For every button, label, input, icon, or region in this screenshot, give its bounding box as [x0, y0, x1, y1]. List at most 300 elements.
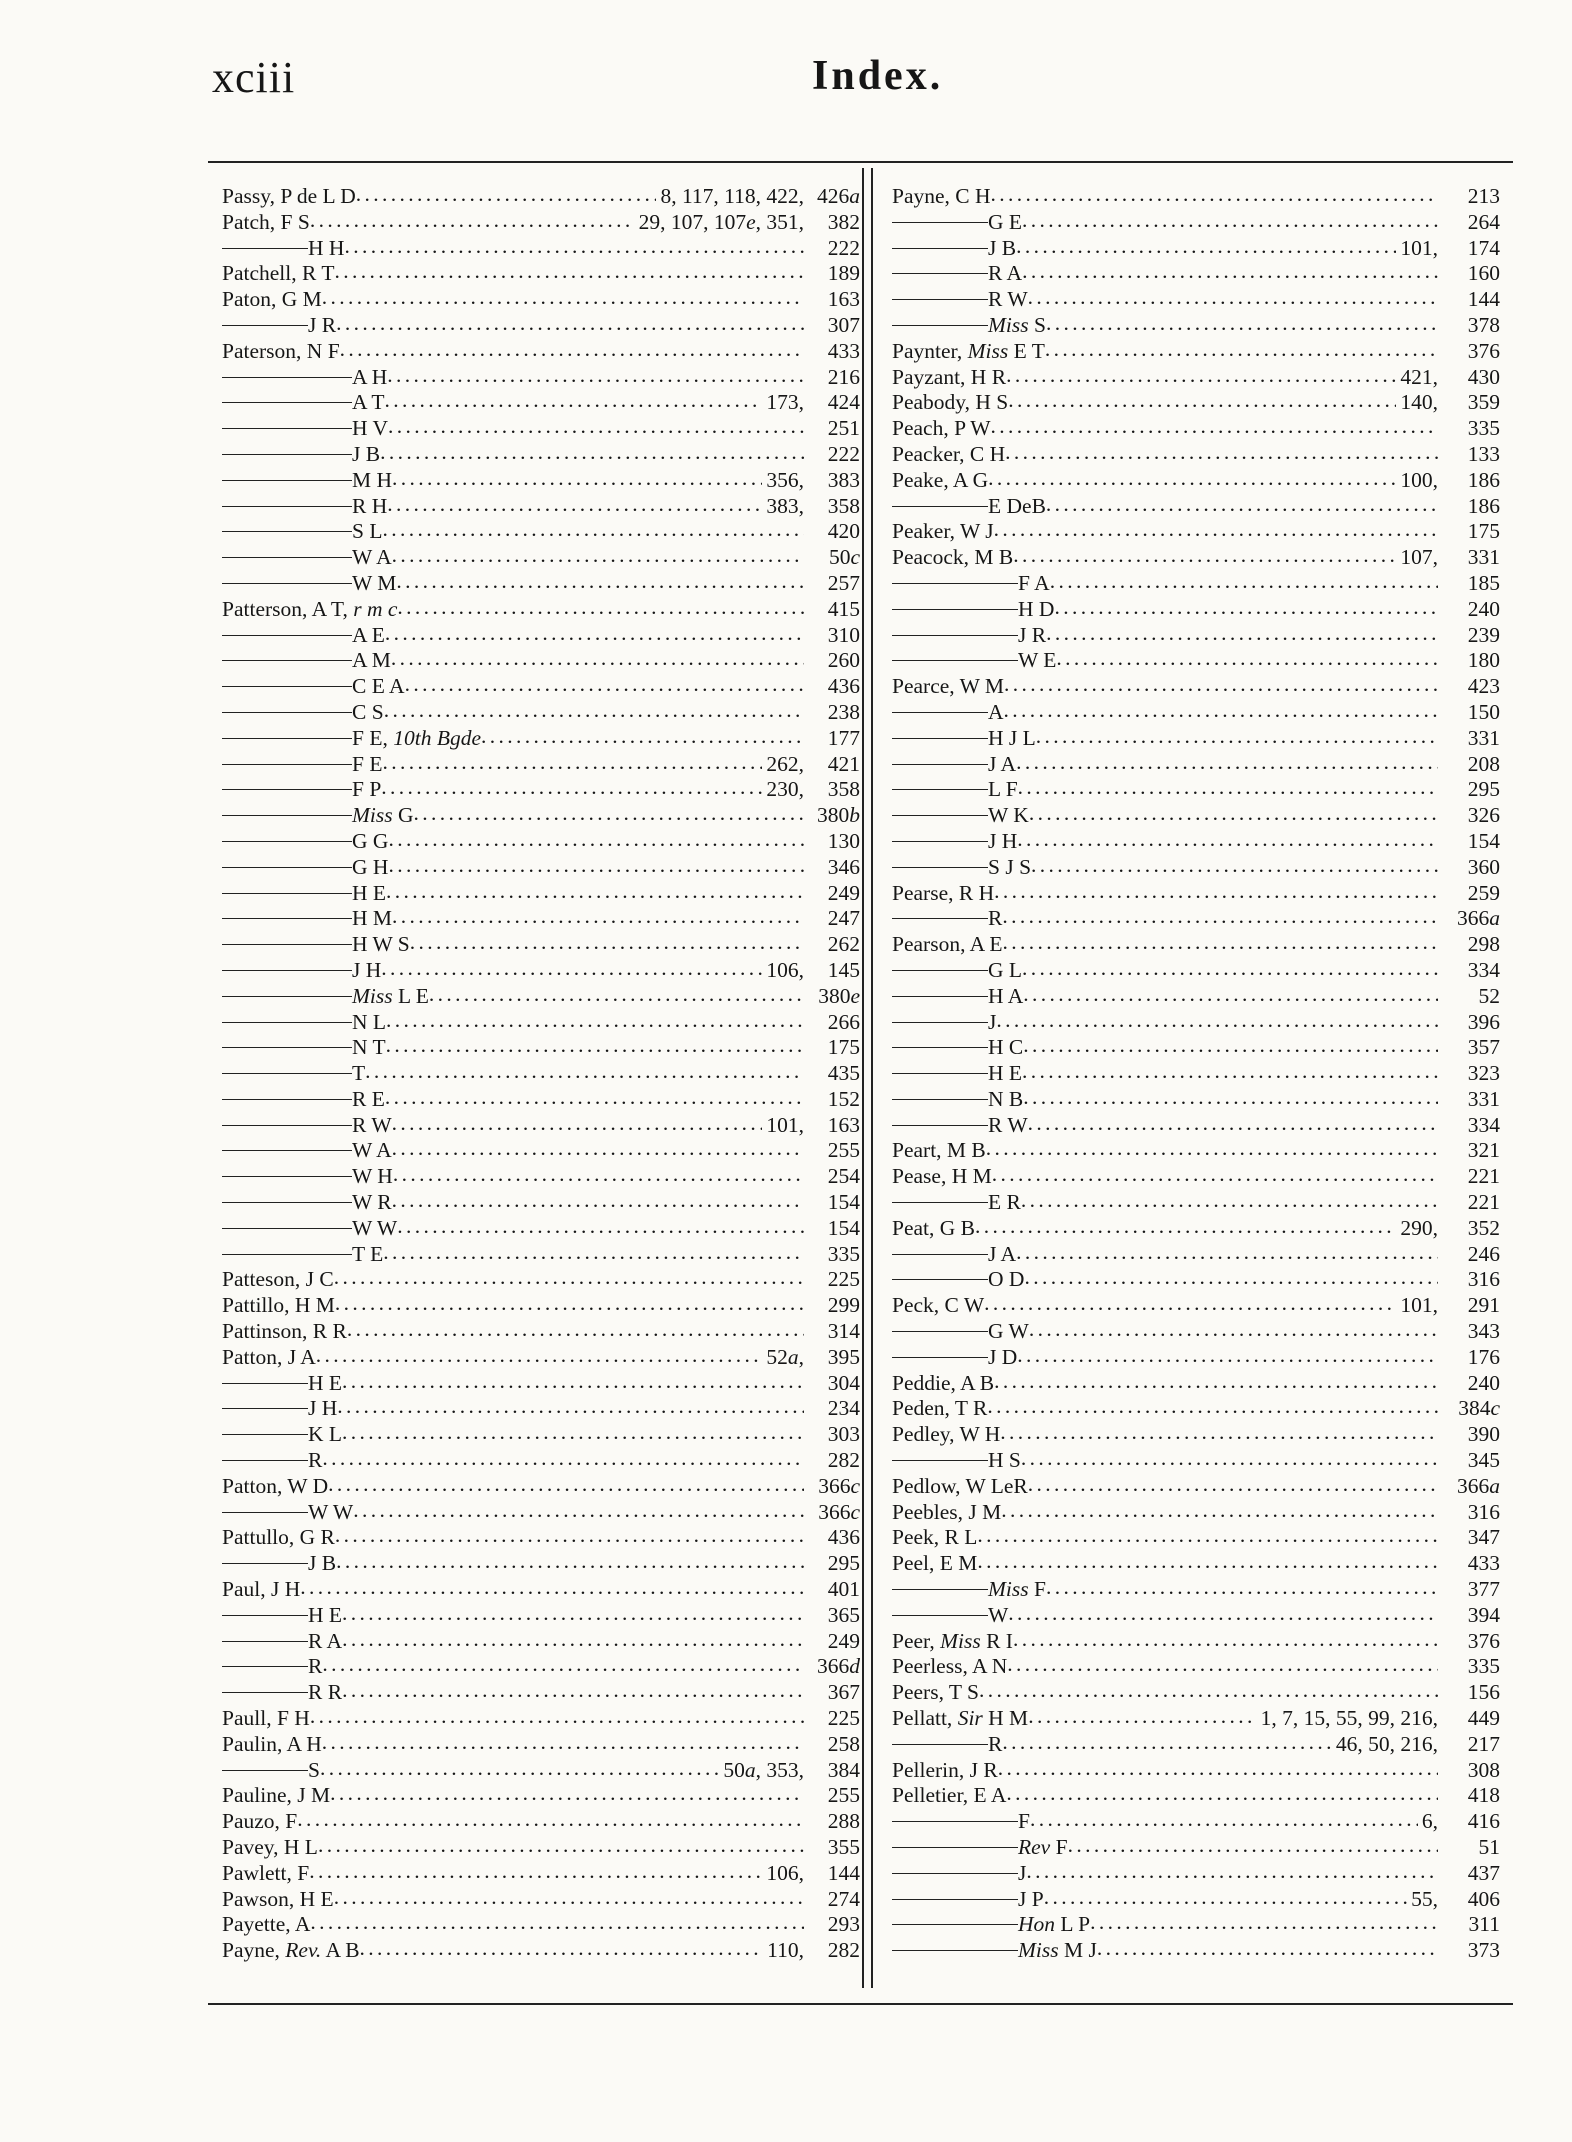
entry-name: A E	[352, 622, 385, 647]
index-column-right	[892, 184, 1500, 1964]
entry-page: 311	[1468, 1912, 1500, 1937]
dot-leader	[1046, 1575, 1438, 1601]
entry-page: 395	[827, 1344, 860, 1369]
entry-name: A M	[352, 648, 391, 673]
entry-page: 222	[827, 441, 860, 466]
index-entry	[222, 1371, 860, 1397]
index-entry	[892, 674, 1500, 700]
dot-leader	[1002, 904, 1438, 930]
entry-name: H J L	[988, 725, 1036, 750]
index-entry	[892, 468, 1500, 494]
entry-name: R A	[988, 261, 1023, 286]
dot-leader	[410, 930, 804, 956]
dot-leader	[1024, 1265, 1438, 1291]
index-entry	[892, 1758, 1500, 1784]
entry-name: Pauzo, F	[222, 1809, 298, 1834]
entry-name: S J S	[988, 854, 1032, 879]
entry-page: 366c	[818, 1473, 860, 1498]
ditto-dash	[892, 1615, 988, 1616]
entry-page: 365	[827, 1602, 860, 1627]
ditto-dash	[222, 867, 352, 868]
dot-leader	[979, 1678, 1438, 1704]
dot-leader	[992, 1162, 1438, 1188]
dot-leader	[1022, 208, 1438, 234]
entry-name: Paton, G M	[222, 287, 322, 312]
entry-page: 436	[827, 1525, 860, 1550]
ditto-dash	[222, 325, 308, 326]
index-entry	[892, 1912, 1500, 1938]
ditto-dash	[222, 1460, 308, 1461]
entry-page: 240	[1467, 1370, 1500, 1395]
entry-extra-pages: 356,	[766, 467, 804, 492]
ditto-dash	[892, 273, 988, 274]
entry-name: Paull, F H	[222, 1706, 310, 1731]
index-entry	[892, 1242, 1500, 1268]
dot-leader	[310, 1704, 804, 1730]
ditto-dash	[892, 1047, 988, 1048]
dot-leader	[1028, 1111, 1438, 1137]
ditto-dash	[222, 1073, 352, 1074]
entry-name: H W S	[352, 932, 410, 957]
entry-page: 264	[1467, 209, 1500, 234]
entry-name: R R	[308, 1680, 343, 1705]
ditto-dash	[892, 1847, 1018, 1848]
index-entry	[222, 1242, 860, 1268]
entry-name: Payne, Rev. A B	[222, 1938, 360, 1963]
index-entry	[892, 700, 1500, 726]
entry-name: Pearson, A E	[892, 932, 1003, 957]
entry-name: J H	[988, 828, 1018, 853]
entry-name: Peddie, A B	[892, 1370, 995, 1395]
entry-page: 430	[1467, 364, 1500, 389]
entry-name: G L	[988, 957, 1023, 982]
index-entry	[892, 1525, 1500, 1551]
ditto-dash	[222, 1047, 352, 1048]
index-entry	[222, 1500, 860, 1526]
dot-leader	[335, 1291, 804, 1317]
index-entry	[892, 777, 1500, 803]
index-entry	[892, 1345, 1500, 1371]
dot-leader	[1036, 724, 1438, 750]
index-entry	[222, 1061, 860, 1087]
ditto-dash	[222, 893, 352, 894]
dot-leader	[405, 672, 804, 698]
entry-page: 383	[827, 467, 860, 492]
entry-page: 366a	[1457, 1473, 1500, 1498]
ditto-dash	[892, 764, 988, 765]
entry-page: 240	[1467, 596, 1500, 621]
entry-page: 160	[1467, 261, 1500, 286]
ditto-dash	[222, 635, 352, 636]
index-entry	[892, 1396, 1500, 1422]
ditto-dash	[892, 841, 988, 842]
index-entry	[222, 623, 860, 649]
entry-page: 152	[827, 1086, 860, 1111]
dot-leader	[396, 569, 804, 595]
entry-name: T E	[352, 1241, 384, 1266]
ditto-dash	[892, 635, 1018, 636]
entry-page: 347	[1467, 1525, 1500, 1550]
entry-page: 177	[827, 725, 860, 750]
dot-leader	[386, 1008, 804, 1034]
entry-page: 321	[1467, 1138, 1500, 1163]
ditto-dash	[222, 1176, 352, 1177]
entry-page: 299	[827, 1293, 860, 1318]
entry-page: 331	[1467, 1086, 1500, 1111]
dot-leader	[340, 337, 804, 363]
entry-name: H S	[988, 1448, 1021, 1473]
dot-leader	[387, 492, 762, 518]
entry-page: 335	[827, 1241, 860, 1266]
dot-leader	[1023, 1085, 1438, 1111]
entry-extra-pages: 101,	[1400, 1293, 1438, 1318]
dot-leader	[984, 1291, 1396, 1317]
index-entry	[892, 1809, 1500, 1835]
index-entry	[892, 1319, 1500, 1345]
ditto-dash	[892, 970, 988, 971]
ditto-dash	[222, 1563, 308, 1564]
index-entry	[892, 1474, 1500, 1500]
index-entry	[892, 855, 1500, 881]
index-entry	[892, 1164, 1500, 1190]
entry-page: 186	[1467, 493, 1500, 518]
entry-name: Peers, T S	[892, 1680, 980, 1705]
dot-leader	[1046, 492, 1438, 518]
index-entry	[892, 1010, 1500, 1036]
ditto-dash	[892, 222, 988, 223]
entry-page: 295	[1467, 777, 1500, 802]
dot-leader	[1016, 1240, 1438, 1266]
entry-page: 376	[1467, 338, 1500, 363]
dot-leader	[385, 621, 804, 647]
index-entry	[222, 236, 860, 262]
entry-page: 334	[1467, 1112, 1500, 1137]
ditto-dash	[222, 583, 352, 584]
entry-name: Patterson, A T, r m c	[222, 596, 398, 621]
column-divider	[862, 168, 873, 1988]
entry-page: 176	[1467, 1344, 1500, 1369]
index-entry	[222, 571, 860, 597]
entry-name: W K	[988, 803, 1029, 828]
index-entry	[892, 261, 1500, 287]
index-entry	[222, 210, 860, 236]
index-entry	[222, 1474, 860, 1500]
entry-page: 133	[1467, 441, 1500, 466]
entry-name: Miss G	[352, 803, 414, 828]
ditto-dash	[892, 1950, 1018, 1951]
entry-name: Hon L P	[1018, 1912, 1091, 1937]
entry-page: 239	[1467, 622, 1500, 647]
index-entry	[222, 1087, 860, 1113]
entry-page: 255	[827, 1138, 860, 1163]
index-entry	[222, 1293, 860, 1319]
index-entry	[222, 1732, 860, 1758]
dot-leader	[1016, 234, 1396, 260]
entry-name: S	[308, 1757, 320, 1782]
index-entry	[222, 1680, 860, 1706]
ditto-dash	[222, 1202, 352, 1203]
entry-name: F	[1018, 1809, 1030, 1834]
index-entry	[222, 313, 860, 339]
entry-name: Paulin, A H	[222, 1731, 322, 1756]
ditto-dash	[222, 248, 308, 249]
dot-leader	[342, 1369, 804, 1395]
dot-leader	[347, 1317, 804, 1343]
index-entry	[222, 468, 860, 494]
ditto-dash	[222, 970, 352, 971]
dot-leader	[322, 1652, 804, 1678]
ditto-dash	[222, 944, 352, 945]
ditto-dash	[222, 428, 352, 429]
entry-name: F A	[1018, 570, 1050, 595]
ditto-dash	[892, 918, 988, 919]
index-entry	[892, 1190, 1500, 1216]
index-entry	[892, 726, 1500, 752]
dot-leader	[342, 1678, 804, 1704]
dot-leader	[994, 517, 1438, 543]
index-entry	[222, 674, 860, 700]
index-entry	[892, 1732, 1500, 1758]
index-entry	[222, 700, 860, 726]
entry-name: Pellatt, Sir H M	[892, 1706, 1029, 1731]
dot-leader	[334, 1885, 804, 1911]
index-entry	[892, 1938, 1500, 1964]
dot-leader	[336, 311, 804, 337]
index-entry	[222, 855, 860, 881]
index-entry	[222, 1654, 860, 1680]
ditto-dash	[222, 660, 352, 661]
index-entry	[892, 803, 1500, 829]
dot-leader	[328, 1472, 804, 1498]
ditto-dash	[892, 1331, 988, 1332]
entry-name: E DeB	[988, 493, 1046, 518]
index-entry	[222, 339, 860, 365]
ditto-dash	[222, 1615, 308, 1616]
dot-leader	[393, 1162, 804, 1188]
index-entry	[222, 1267, 860, 1293]
index-entry	[892, 339, 1500, 365]
entry-name: S L	[352, 519, 383, 544]
entry-page: 304	[827, 1370, 860, 1395]
index-entry	[222, 1190, 860, 1216]
dot-leader	[380, 440, 804, 466]
entry-name: O D	[988, 1267, 1025, 1292]
entry-name: H M	[352, 906, 393, 931]
entry-page: 293	[827, 1912, 860, 1937]
entry-name: G W	[988, 1319, 1029, 1344]
entry-page: 433	[1467, 1551, 1500, 1576]
entry-name: F E	[352, 751, 383, 776]
entry-extra-pages: 230,	[766, 777, 804, 802]
ditto-dash	[222, 557, 352, 558]
entry-page: 255	[827, 1783, 860, 1808]
index-entry	[222, 1577, 860, 1603]
entry-name: G H	[352, 854, 389, 879]
dot-leader	[382, 517, 804, 543]
entry-name: Patch, F S	[222, 209, 310, 234]
ditto-dash	[222, 1666, 308, 1667]
index-entry	[222, 287, 860, 313]
index-entry	[892, 1267, 1500, 1293]
ditto-dash	[222, 1099, 352, 1100]
dot-leader	[986, 1136, 1438, 1162]
entry-page: 435	[827, 1061, 860, 1086]
index-entry	[222, 1551, 860, 1577]
entry-page: 303	[827, 1422, 860, 1447]
ditto-dash	[222, 815, 352, 816]
entry-name: R H	[352, 493, 388, 518]
index-entry	[222, 1035, 860, 1061]
index-entry	[892, 365, 1500, 391]
dot-leader	[335, 1523, 804, 1549]
index-entry	[892, 571, 1500, 597]
index-entry	[892, 1061, 1500, 1087]
entry-page: 260	[827, 648, 860, 673]
ditto-dash	[222, 1434, 308, 1435]
entry-name: W M	[352, 570, 397, 595]
dot-leader	[1022, 956, 1438, 982]
entry-name: R W	[988, 287, 1028, 312]
entry-page: 358	[827, 493, 860, 518]
index-entry	[892, 829, 1500, 855]
entry-page: 360	[1467, 854, 1500, 879]
dot-leader	[344, 234, 804, 260]
entry-name: W A	[352, 1138, 392, 1163]
ditto-dash	[892, 1357, 988, 1358]
entry-name: J R	[308, 312, 337, 337]
dot-leader	[1050, 569, 1438, 595]
index-entry	[892, 1887, 1500, 1913]
index-entry	[892, 623, 1500, 649]
entry-page: 420	[827, 519, 860, 544]
index-entry	[222, 726, 860, 752]
index-entry	[892, 1113, 1500, 1139]
entry-name: W	[988, 1602, 1009, 1627]
ditto-dash	[222, 1408, 308, 1409]
index-entry	[892, 1422, 1500, 1448]
entry-name: Peer, Miss R I	[892, 1628, 1013, 1653]
entry-page: 150	[1467, 699, 1500, 724]
entry-page: 145	[827, 957, 860, 982]
dot-leader	[1046, 311, 1438, 337]
entry-page: 335	[1467, 416, 1500, 441]
index-entry	[892, 1035, 1500, 1061]
dot-leader	[300, 1575, 804, 1601]
entry-name: H E	[308, 1602, 343, 1627]
entry-name: R	[988, 906, 1003, 931]
footer-rule	[208, 2003, 1513, 2005]
dot-leader	[1006, 1781, 1438, 1807]
page-number: xciii	[212, 53, 296, 102]
index-entry	[892, 1293, 1500, 1319]
index-entry	[892, 1680, 1500, 1706]
dot-leader	[392, 1136, 804, 1162]
index-entry	[222, 777, 860, 803]
header-rule	[208, 161, 1513, 163]
index-entry	[222, 932, 860, 958]
dot-leader	[1021, 1446, 1438, 1472]
index-entry	[892, 1629, 1500, 1655]
index-entry	[222, 1345, 860, 1371]
dot-leader	[384, 698, 804, 724]
entry-extra-pages: 52a,	[766, 1344, 804, 1369]
dot-leader	[356, 182, 657, 208]
dot-leader	[392, 904, 804, 930]
ditto-dash	[222, 1228, 352, 1229]
dot-leader	[994, 1369, 1438, 1395]
index-entry	[892, 906, 1500, 932]
dot-leader	[991, 414, 1438, 440]
index-entry	[222, 597, 860, 623]
entry-extra-pages: 101,	[766, 1112, 804, 1137]
dot-leader	[1090, 1910, 1438, 1936]
entry-extra-pages: 290,	[1400, 1215, 1438, 1240]
index-entry	[892, 932, 1500, 958]
entry-page: 295	[827, 1551, 860, 1576]
entry-name: L F	[988, 777, 1018, 802]
dot-leader	[1028, 1704, 1256, 1730]
dot-leader	[342, 1601, 804, 1627]
entry-name: Peaker, W J	[892, 519, 994, 544]
entry-name: J	[988, 1009, 997, 1034]
ditto-dash	[222, 841, 352, 842]
entry-name: A T	[352, 390, 385, 415]
index-entry	[892, 984, 1500, 1010]
entry-page: 222	[827, 235, 860, 260]
index-entry	[892, 1861, 1500, 1887]
ditto-dash	[892, 248, 988, 249]
entry-page: 282	[827, 1938, 860, 1963]
index-entry	[222, 906, 860, 932]
entry-name: Pawlett, F	[222, 1860, 310, 1885]
entry-page: 310	[827, 622, 860, 647]
entry-page: 401	[827, 1577, 860, 1602]
entry-page: 163	[827, 1112, 860, 1137]
entry-extra-pages: 107,	[1400, 545, 1438, 570]
entry-name: G E	[988, 209, 1023, 234]
index-entry	[892, 1783, 1500, 1809]
dot-leader	[977, 1549, 1438, 1575]
entry-page: 426a	[817, 184, 860, 208]
ditto-dash	[222, 1383, 308, 1384]
entry-name: J A	[988, 1241, 1017, 1266]
dot-leader	[386, 879, 804, 905]
entry-name: R	[308, 1448, 323, 1473]
entry-name: Peerless, A N	[892, 1654, 1008, 1679]
entry-page: 308	[1467, 1757, 1500, 1782]
dot-leader	[309, 1859, 762, 1885]
entry-name: A H	[352, 364, 388, 389]
index-entry	[222, 1835, 860, 1861]
entry-name: Pattillo, H M	[222, 1293, 335, 1318]
entry-page: 382	[827, 209, 860, 234]
entry-name: Patteson, J C	[222, 1267, 334, 1292]
entry-name: W W	[308, 1499, 354, 1524]
entry-page: 346	[827, 854, 860, 879]
ditto-dash	[222, 764, 352, 765]
dot-leader	[1007, 1652, 1438, 1678]
entry-name: C E A	[352, 674, 405, 699]
index-entry	[892, 1448, 1500, 1474]
ditto-dash	[892, 1460, 988, 1461]
entry-page: 378	[1467, 312, 1500, 337]
dot-leader	[429, 982, 804, 1008]
dot-leader	[1013, 543, 1396, 569]
index-entry	[222, 442, 860, 468]
index-entry	[222, 752, 860, 778]
entry-page: 367	[827, 1680, 860, 1705]
entry-name: G G	[352, 828, 389, 853]
